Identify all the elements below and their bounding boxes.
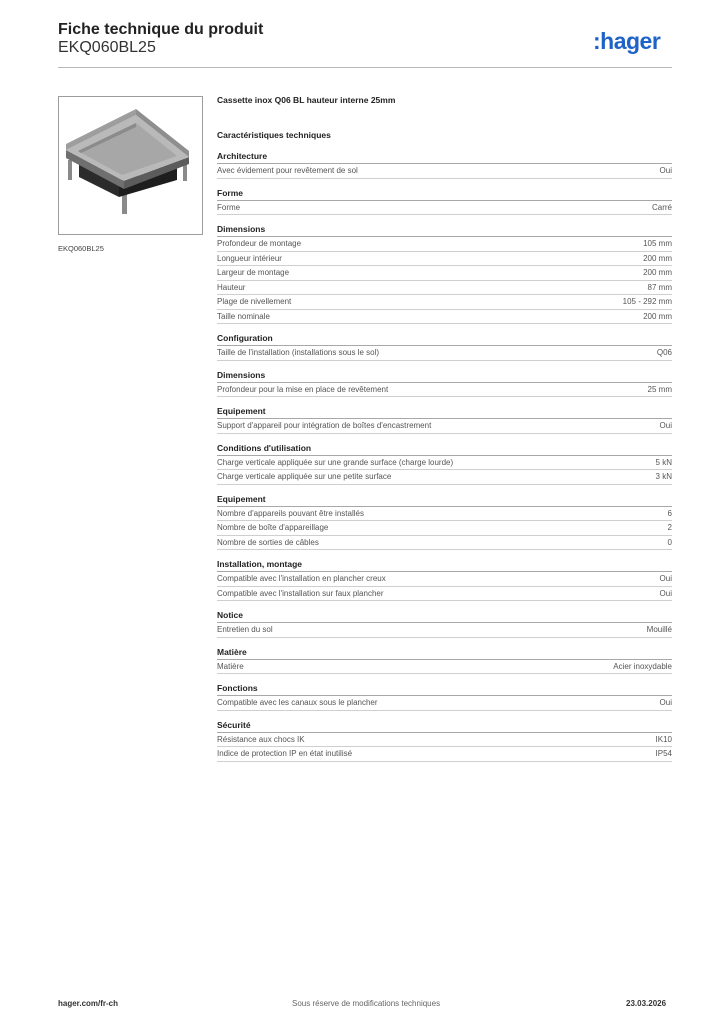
spec-value: 3 kN [655, 472, 672, 481]
spec-value: Oui [659, 166, 672, 175]
section-title: Dimensions [217, 224, 672, 237]
spec-row [217, 572, 672, 587]
product-name: Cassette inox Q06 BL hauteur interne 25mm [217, 95, 396, 105]
spec-value: 2 [667, 523, 672, 532]
spec-value: Mouillé [646, 625, 672, 634]
spec-label: Nombre d'appareils pouvant être installés [217, 508, 364, 518]
spec-row [217, 521, 672, 536]
section-title: Equipement [217, 406, 672, 419]
spec-row [217, 237, 672, 252]
spec-label: Charge verticale appliquée sur une petite surface [217, 472, 392, 481]
spec-value: 6 [667, 508, 672, 518]
spec-section [217, 494, 672, 551]
spec-value: 25 mm [647, 384, 672, 394]
spec-label: Entretien du sol [217, 625, 273, 634]
spec-row [217, 587, 672, 602]
spec-row [217, 281, 672, 296]
spec-row [217, 696, 672, 711]
section-title: Sécurité [217, 720, 672, 733]
section-title: Notice [217, 610, 672, 623]
spec-value: 0 [667, 537, 672, 547]
section-title: Installation, montage [217, 559, 672, 572]
spec-row [217, 456, 672, 471]
spec-content [217, 95, 672, 771]
footer-disclaimer: Sous réserve de modifications techniques [292, 999, 441, 1008]
spec-row [217, 733, 672, 748]
spec-label: Plage de nivellement [217, 297, 292, 306]
spec-label: Nombre de sorties de câbles [217, 537, 319, 547]
spec-section [217, 610, 672, 638]
spec-section [217, 559, 672, 601]
spec-label: Compatible avec les canaux sous le plancher [217, 698, 378, 707]
spec-row [217, 252, 672, 267]
product-image [58, 96, 203, 235]
spec-label: Compatible avec l'installation sur faux plancher [217, 588, 384, 598]
image-caption: EKQ060BL25 [58, 244, 104, 253]
spec-section [217, 443, 672, 485]
spec-label: Taille de l'installation (installations sous le sol) [217, 348, 380, 357]
spec-label: Longueur intérieur [217, 253, 282, 263]
spec-label: Profondeur de montage [217, 239, 302, 248]
spec-section [217, 683, 672, 711]
spec-label: Largeur de montage [217, 268, 290, 277]
section-title: Conditions d'utilisation [217, 443, 672, 456]
section-title: Equipement [217, 494, 672, 507]
spec-value: IK10 [655, 734, 672, 744]
product-reference: EKQ060BL25 [58, 39, 156, 56]
section-title: Dimensions [217, 370, 672, 383]
spec-value: Oui [659, 421, 672, 430]
spec-row [217, 507, 672, 522]
spec-section [217, 647, 672, 675]
spec-value: Oui [659, 698, 672, 707]
spec-label: Support d'appareil pour intégration de boîtes d'encastrement [217, 421, 432, 430]
spec-value: 5 kN [655, 457, 672, 467]
spec-section [217, 720, 672, 762]
page-title: Fiche technique du produit [58, 21, 264, 38]
spec-label: Hauteur [217, 282, 246, 292]
spec-value: 200 mm [643, 311, 672, 321]
specs-heading: Caractéristiques techniques [217, 130, 331, 140]
section-title: Configuration [217, 333, 672, 346]
section-title: Fonctions [217, 683, 672, 696]
spec-row [217, 201, 672, 216]
spec-row [217, 470, 672, 485]
spec-label: Résistance aux chocs IK [217, 734, 305, 744]
spec-label: Forme [217, 202, 241, 212]
spec-value: 200 mm [643, 268, 672, 277]
spec-row [217, 660, 672, 675]
spec-value: 105 - 292 mm [622, 297, 672, 306]
spec-sections [217, 151, 672, 762]
section-title: Forme [217, 188, 672, 201]
footer-date: 23.03.2026 [626, 999, 667, 1008]
floor-box-cassette-illustration [59, 97, 204, 236]
spec-section [217, 224, 672, 324]
spec-value: 105 mm [643, 239, 672, 248]
spec-section [217, 370, 672, 398]
spec-label: Indice de protection IP en état inutilisé [217, 749, 353, 758]
spec-row [217, 623, 672, 638]
spec-value: Carré [651, 202, 672, 212]
spec-label: Taille nominale [217, 311, 270, 321]
spec-label: Nombre de boîte d'appareillage [217, 523, 329, 532]
spec-row [217, 164, 672, 179]
spec-row [217, 747, 672, 762]
header-divider [58, 67, 672, 68]
hager-logo: :hager [593, 28, 661, 54]
footer-website: hager.com/fr-ch [58, 999, 119, 1008]
spec-label: Matière [217, 661, 244, 671]
spec-row [217, 310, 672, 325]
spec-row [217, 383, 672, 398]
section-title: Architecture [217, 151, 672, 164]
section-title: Matière [217, 647, 672, 660]
spec-section [217, 333, 672, 361]
spec-label: Avec évidement pour revêtement de sol [217, 166, 358, 175]
spec-row [217, 536, 672, 551]
spec-section [217, 151, 672, 179]
spec-value: 200 mm [643, 253, 672, 263]
spec-section [217, 188, 672, 216]
spec-row [217, 419, 672, 434]
spec-value: IP54 [655, 749, 672, 758]
spec-label: Profondeur pour la mise en place de revêtement [217, 384, 389, 394]
spec-section [217, 406, 672, 434]
spec-value: Oui [659, 574, 672, 583]
spec-row [217, 295, 672, 310]
spec-value: Q06 [656, 348, 672, 357]
spec-value: Acier inoxydable [613, 661, 672, 671]
spec-row [217, 346, 672, 361]
spec-row [217, 266, 672, 281]
spec-value: Oui [659, 588, 672, 598]
spec-value: 87 mm [647, 282, 672, 292]
spec-label: Compatible avec l'installation en plancher creux [217, 574, 386, 583]
spec-label: Charge verticale appliquée sur une grande surface (charge lourde) [217, 457, 454, 467]
